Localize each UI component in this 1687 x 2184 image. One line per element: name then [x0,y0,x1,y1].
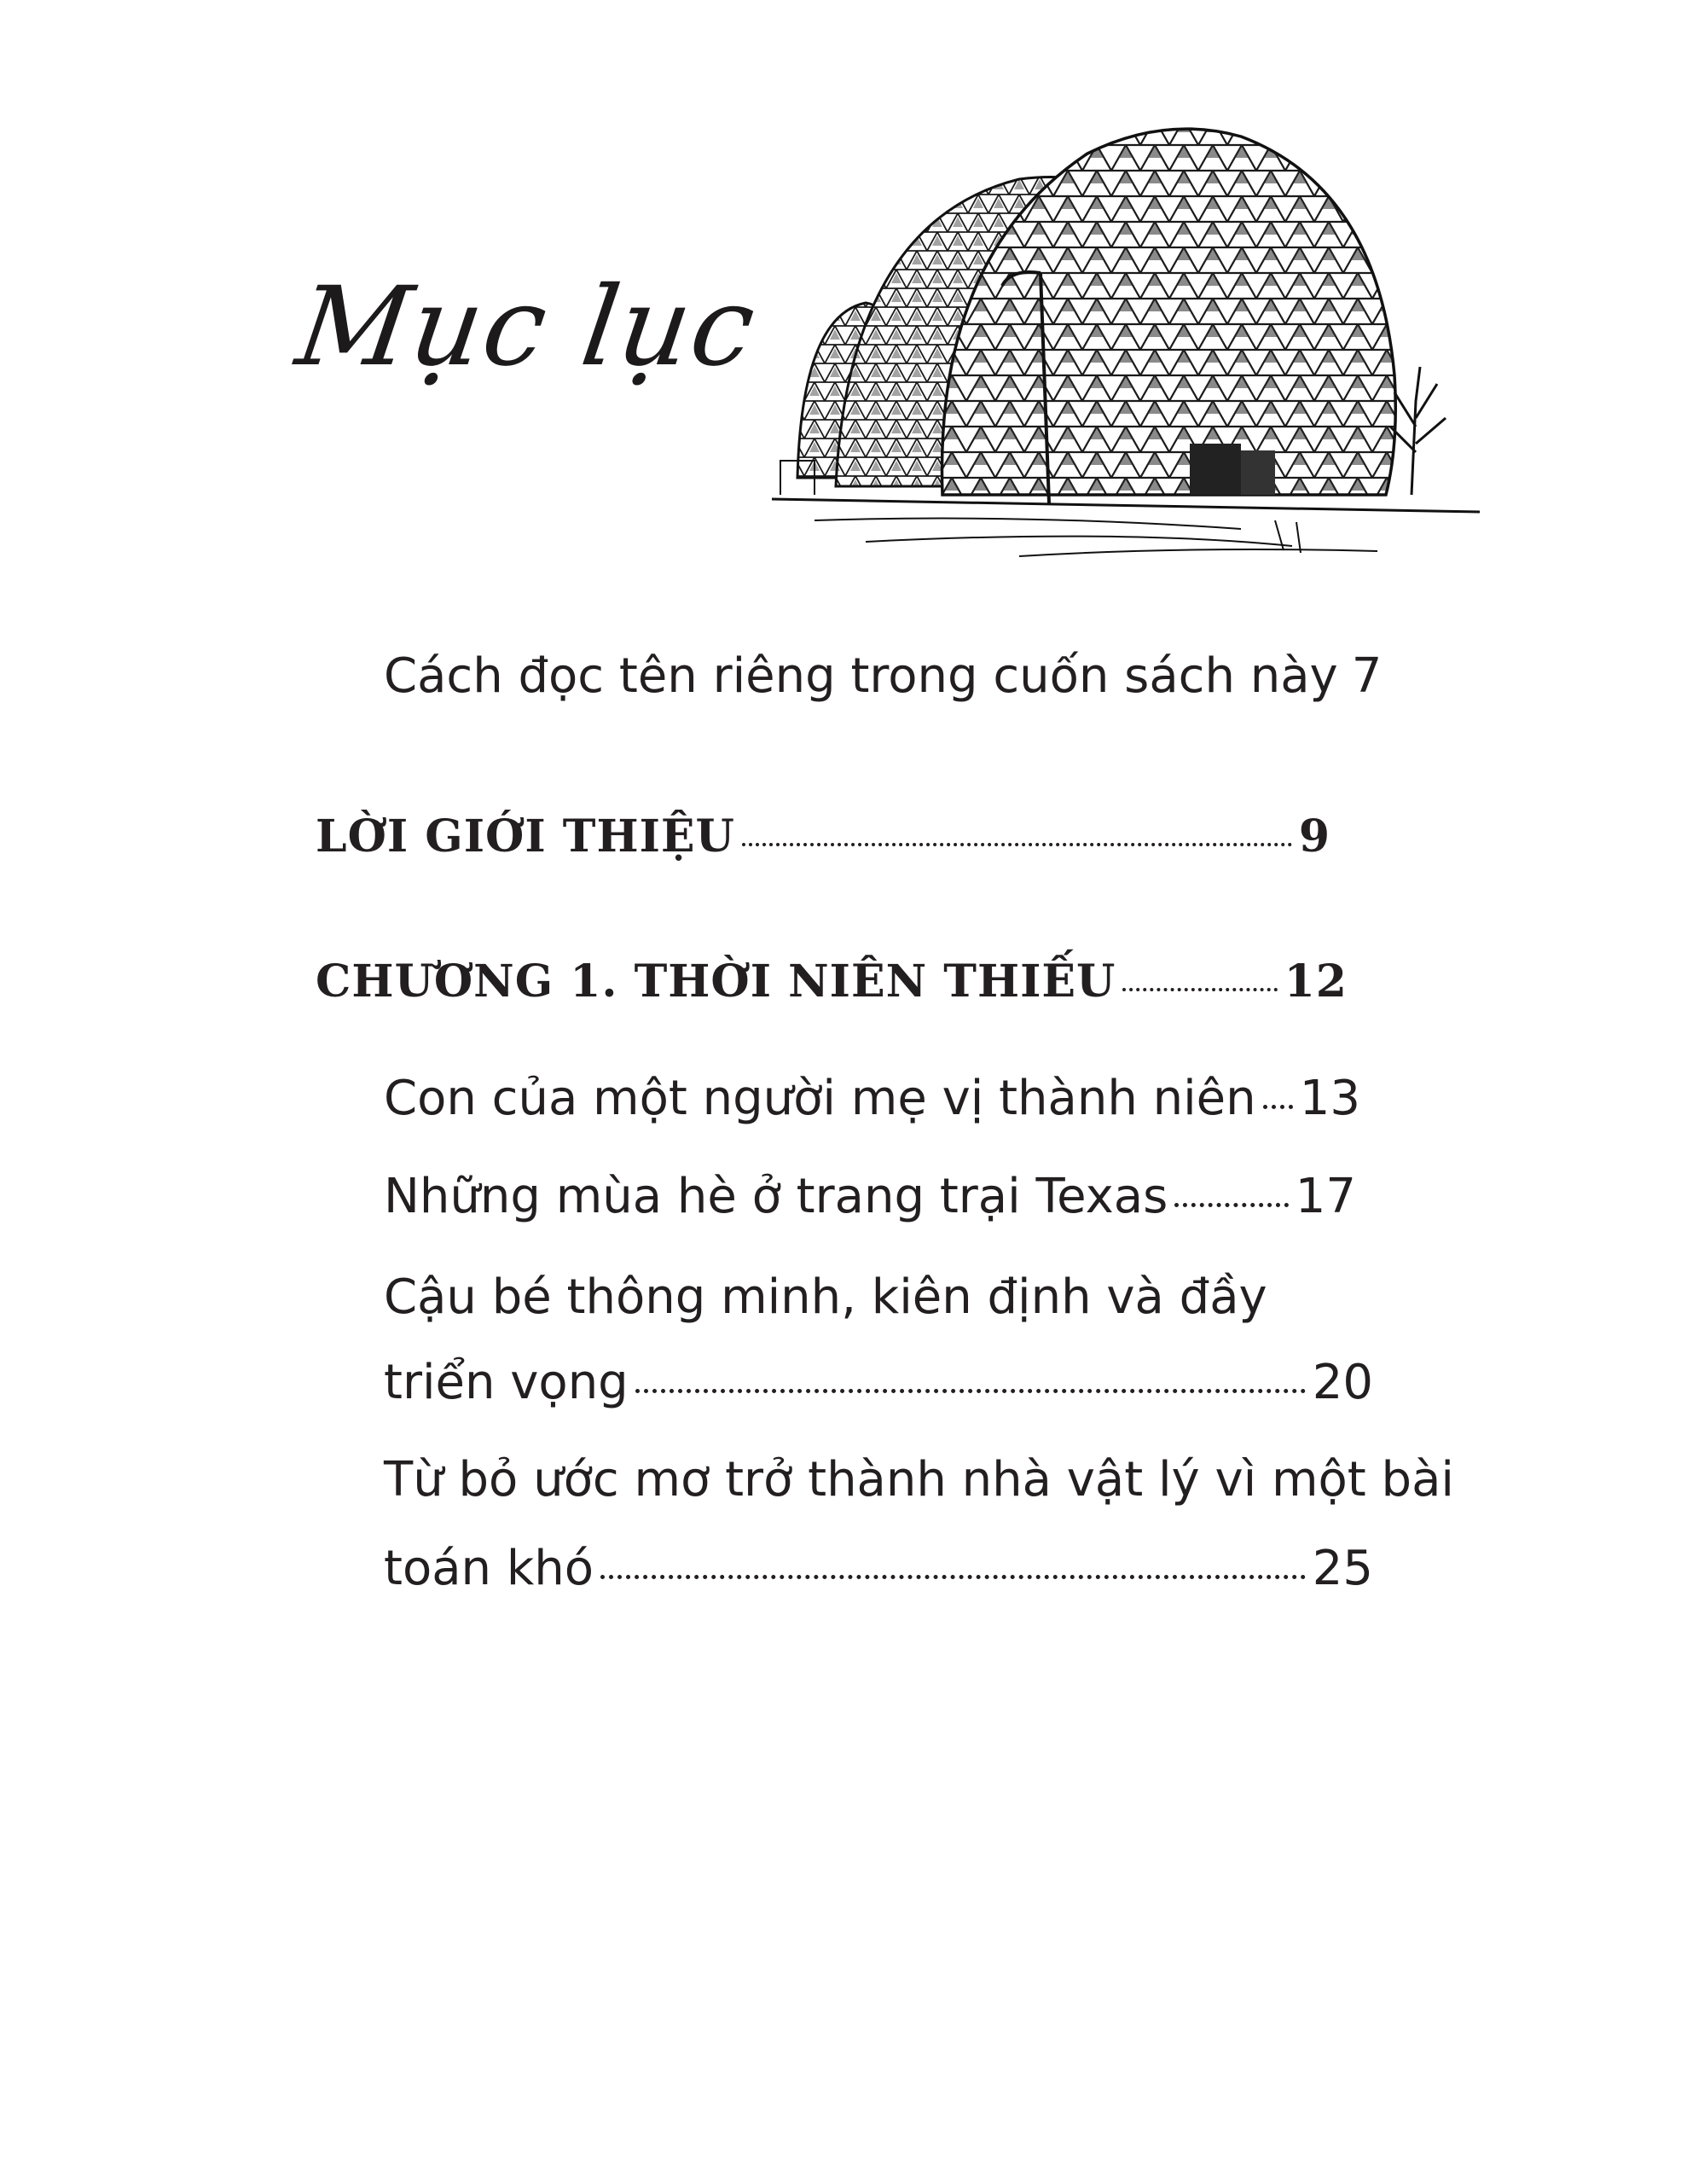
toc-entry-text: Cách đọc tên riêng trong cuốn sách này [384,648,1338,704]
geodesic-domes-sketch-icon [763,119,1488,563]
dot-leader [742,843,1292,846]
toc-page-number: 7 [1351,648,1383,704]
toc-entry-introduction[interactable] [316,810,1330,863]
toc-entry-text-line2: triển vọng [384,1355,629,1410]
toc-entry-line2 [384,1541,1373,1596]
toc-entry-teen-mother[interactable] [384,1071,1360,1126]
toc-entry-text: LỜI GIỚI THIỆU [316,810,735,863]
dot-leader [1122,988,1277,991]
toc-entry-chapter-1[interactable] [316,956,1348,1008]
dot-leader [1263,1105,1293,1109]
page-title: Mục lục [289,264,764,391]
toc-entry-text-line1: Cậu bé thông minh, kiên định và đầy [384,1269,1267,1325]
toc-page-number: 20 [1312,1355,1373,1410]
dot-leader [1174,1203,1288,1207]
dot-leader [635,1389,1306,1393]
toc-entry-reading-names[interactable] [384,648,1383,704]
toc-entry-text-line1: Từ bỏ ước mơ trở thành nhà vật lý vì một bài [384,1452,1454,1507]
dot-leader [600,1575,1306,1579]
toc-entry-text: Con của một người mẹ vị thành niên [384,1071,1256,1126]
toc-page-number: 9 [1298,810,1330,863]
toc-entry-texas-summers[interactable] [384,1169,1356,1224]
toc-page-number: 17 [1295,1169,1356,1224]
toc-entry-line2 [384,1355,1373,1410]
toc-page-number: 13 [1299,1071,1360,1126]
toc-entry-text-line2: toán khó [384,1541,594,1596]
toc-page-number: 25 [1312,1541,1373,1596]
toc-page-number: 12 [1284,956,1348,1008]
toc-entry-text: CHƯƠNG 1. THỜI NIÊN THIẾU [316,956,1116,1008]
toc-entry-text: Những mùa hè ở trang trại Texas [384,1169,1168,1224]
